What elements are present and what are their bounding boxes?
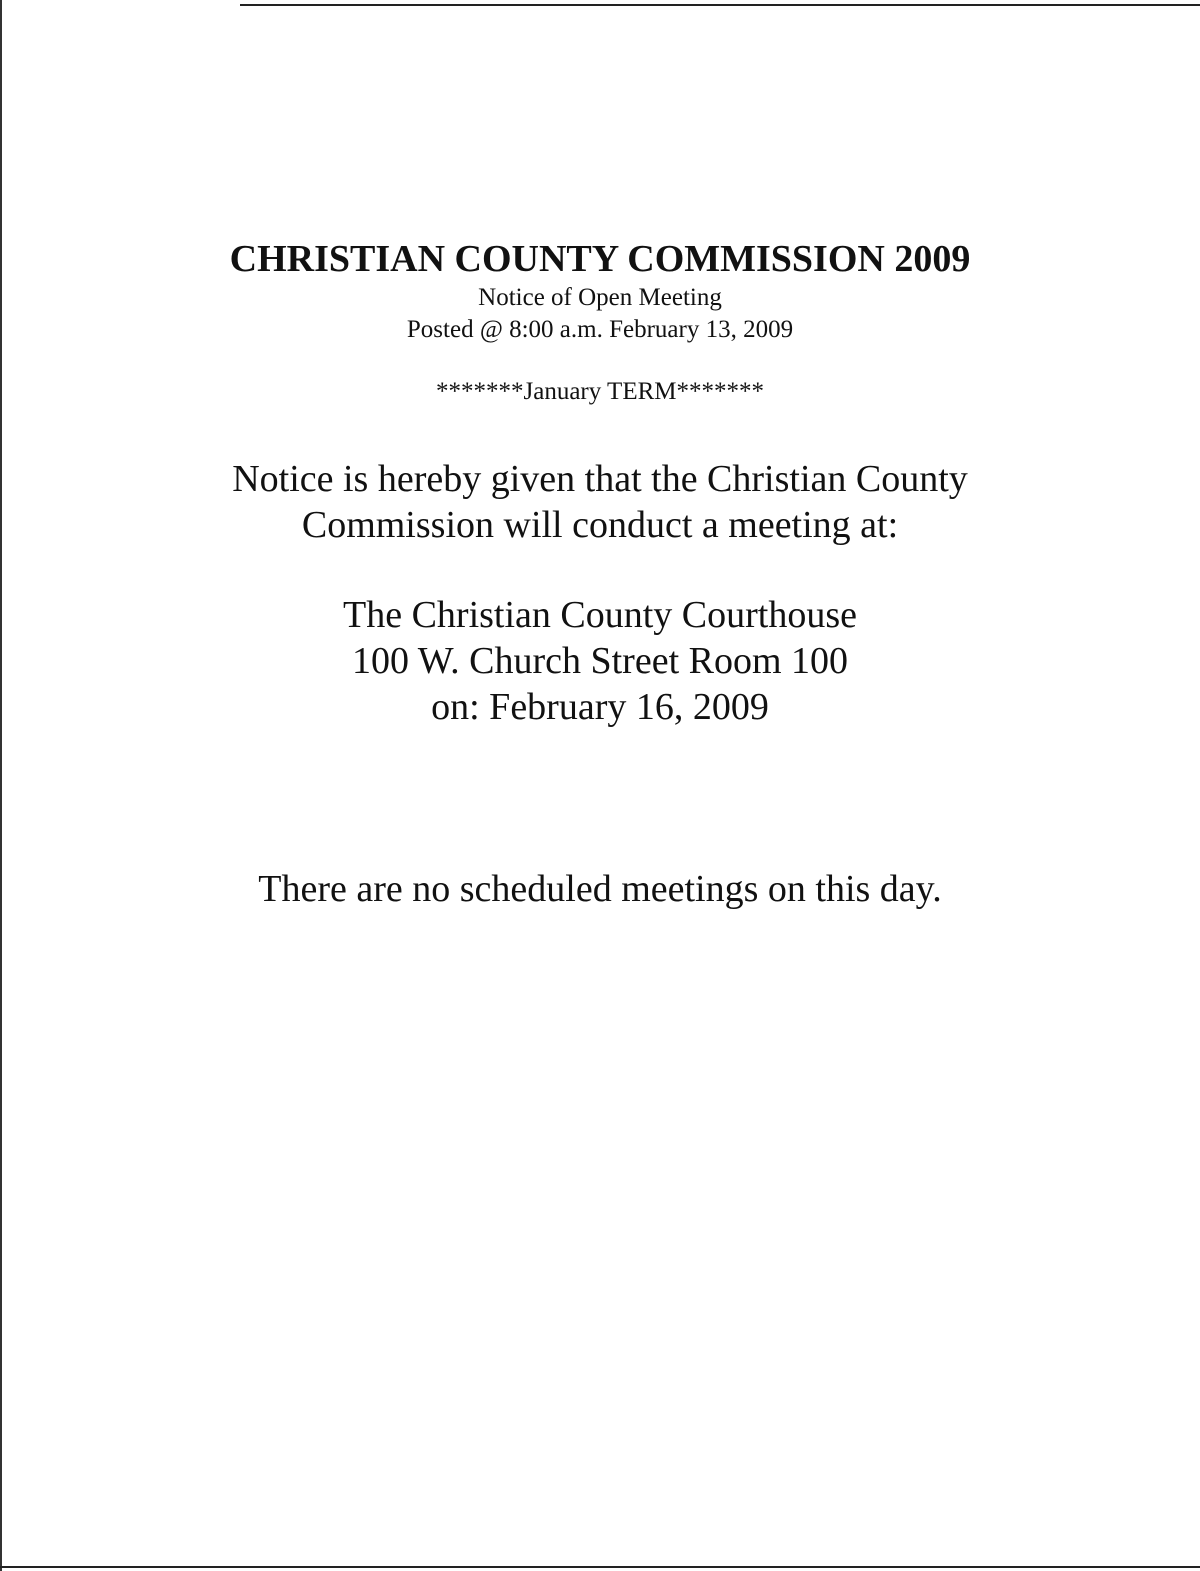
scan-bottom-edge	[0, 1566, 1200, 1568]
location-address: 100 W. Church Street Room 100	[351, 640, 849, 682]
meeting-date: on: February 16, 2009	[431, 686, 769, 728]
location-name: The Christian County Courthouse	[342, 594, 858, 636]
scan-top-edge	[240, 4, 1200, 6]
document-title: CHRISTIAN COUNTY COMMISSION 2009	[229, 238, 971, 280]
posted-date: Posted @ 8:00 a.m. February 13, 2009	[406, 316, 794, 343]
notice-text-line-1: Notice is hereby given that the Christian County	[232, 458, 968, 500]
no-meetings-statement: There are no scheduled meetings on this day.	[258, 868, 942, 910]
term-label: *******January TERM*******	[436, 378, 764, 405]
notice-text-line-2: Commission will conduct a meeting at:	[301, 504, 899, 546]
document-subtitle: Notice of Open Meeting	[478, 284, 722, 311]
